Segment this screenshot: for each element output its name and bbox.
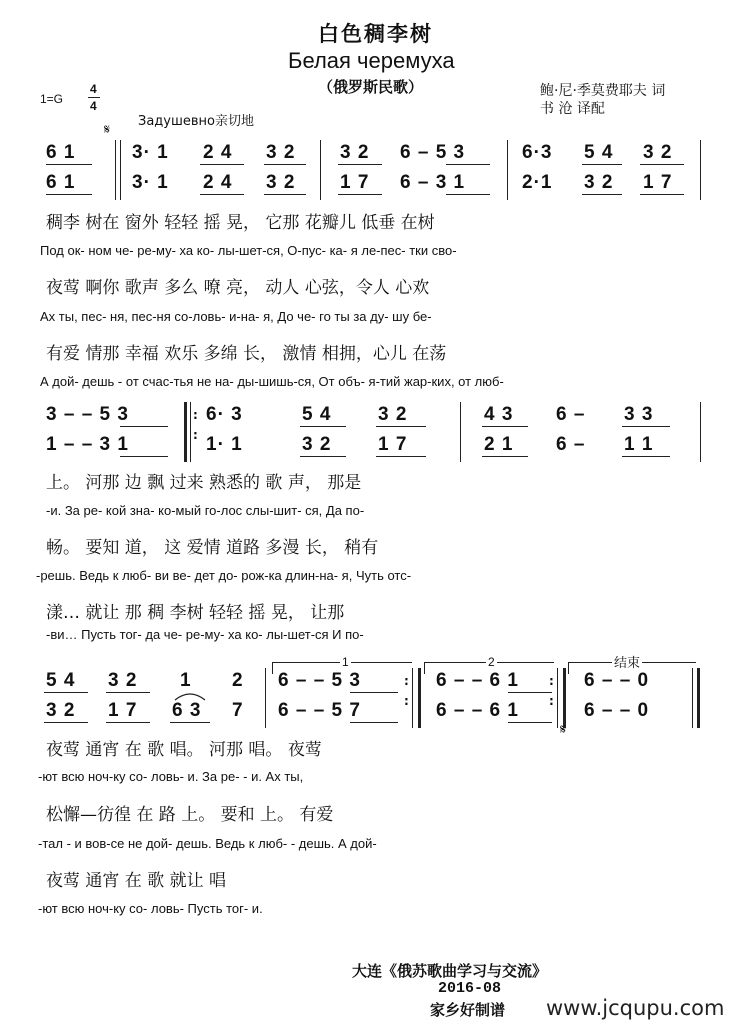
note-group: 1 7 <box>108 700 138 721</box>
note-group: 3 2 <box>584 172 614 193</box>
note-group: 6 – – 5 7 <box>278 700 361 721</box>
time-signature-bottom: 4 <box>90 99 97 113</box>
lyrics-chinese-verse-1: 上。 河那 边 飘 过来 熟悉的 歌 声， 那是 <box>46 473 362 493</box>
lyrics-russian-verse-3: А дой- дешь - от счас-тья не на- ды-шишь-ся, От объ- я-тий жар-ких, от люб- <box>40 374 504 389</box>
subtitle: （俄罗斯民歌） <box>318 78 424 96</box>
footer-date: 2016-08 <box>438 980 502 997</box>
lyrics-chinese-verse-3: 有爱 情那 幸福 欢乐 多绵 长， 激情 相拥，心儿 在荡 <box>46 344 447 364</box>
note-group: 5 4 <box>46 670 76 691</box>
note-group: 1 7 <box>340 172 370 193</box>
ending-label: 结束 <box>612 652 642 671</box>
note-group: 1 <box>180 670 192 691</box>
lyrics-chinese-verse-1: 夜莺 通宵 在 歌 唱。 河那 唱。 夜莺 <box>46 740 322 760</box>
note-group: 6·3 <box>522 142 553 163</box>
note-group: 3 2 <box>340 142 370 163</box>
note-group: 6 – – 6 1 <box>436 700 519 721</box>
note-group: 6 – – 6 1 <box>436 670 519 691</box>
key-signature: 1=G <box>40 92 64 106</box>
note-group: 2 4 <box>203 142 233 163</box>
note-group: 3 3 <box>624 404 654 425</box>
note-group: 2·1 <box>522 172 553 193</box>
repeat-dots-icon: : : <box>549 674 554 708</box>
volta-2-label: 2 <box>488 655 495 669</box>
lyrics-chinese-verse-3: 漾… 就让 那 稠 李树 轻轻 摇 晃， 让那 <box>46 603 345 623</box>
credit-lyricist: 鲍·尼·季莫费耶夫 词 <box>540 83 666 99</box>
note-group: 5 4 <box>584 142 614 163</box>
note-group: 6 – <box>556 404 586 425</box>
lyrics-russian-verse-1: Под ок- ном че- ре-му- ха ко- лы-шет-ся, О-пус- ка- я ле-пес- тки сво- <box>40 243 457 258</box>
lyrics-russian-verse-2: Ах ты, пес- ня, пес-ня со-ловь- и-на- я, До че- го ты за ду- шу бе- <box>40 309 432 324</box>
note-group: 6 – – 0 <box>584 700 650 721</box>
lyrics-russian-verse-2: -тал - и вов-се не дой- дешь. Ведь к люб- - дешь. А дой- <box>38 836 377 851</box>
note-group: 1 7 <box>643 172 673 193</box>
tempo-marking: Задушевно亲切地 <box>138 114 254 129</box>
lyrics-chinese-verse-2: 松懈—彷徨 在 路 上。 要和 上。 有爱 <box>46 805 334 825</box>
note-group: 6 – – 5 3 <box>278 670 361 691</box>
note-group: 6· 3 <box>206 404 243 425</box>
note-group: 3 2 <box>108 670 138 691</box>
note-group: 7 <box>232 700 244 721</box>
footer-author: 家乡好制谱 <box>430 1001 506 1019</box>
title-chinese: 白色稠李树 <box>318 21 433 46</box>
lyrics-russian-verse-1: -и. За ре- кой зна- ко-мый го-лос слы-шит- ся, Да по- <box>46 503 365 518</box>
note-group: 3 2 <box>302 434 332 455</box>
lyrics-russian-verse-1: -ют всю ноч-ку со- ловь- и. За ре- - и. Ах ты, <box>38 769 304 784</box>
repeat-dots-icon: : : <box>193 408 198 442</box>
note-group: 2 1 <box>484 434 514 455</box>
note-group: 3 2 <box>266 172 296 193</box>
note-group: 2 4 <box>203 172 233 193</box>
note-group: 5 4 <box>302 404 332 425</box>
note-group: 1 7 <box>378 434 408 455</box>
note-group: 6 – – 0 <box>584 670 650 691</box>
segno-icon: 𝄋 <box>560 722 567 738</box>
note-group: 1 – – 3 1 <box>46 434 129 455</box>
note-group: 6 1 <box>46 172 76 193</box>
volta-1-label: 1 <box>342 655 349 669</box>
note-group: 1· 1 <box>206 434 243 455</box>
note-group: 3 2 <box>266 142 296 163</box>
credit-translator: 书 沧 译配 <box>540 101 605 117</box>
lyrics-chinese-verse-3: 夜莺 通宵 在 歌 就让 唱 <box>46 871 227 891</box>
lyrics-chinese-verse-2: 夜莺 啊你 歌声 多么 嘹 亮， 动人 心弦，令人 心欢 <box>46 278 430 298</box>
repeat-dots-icon: : : <box>404 674 409 708</box>
footer-source: 大连《俄苏歌曲学习与交流》 <box>352 962 548 980</box>
slur-icon <box>172 690 208 702</box>
note-group: 6 1 <box>46 142 76 163</box>
lyrics-chinese-verse-1: 稠李 树在 窗外 轻轻 摇 晃， 它那 花瓣儿 低垂 在树 <box>46 213 435 233</box>
note-group: 3· 1 <box>132 172 169 193</box>
time-signature-top: 4 <box>90 82 97 96</box>
lyrics-russian-verse-3: -ют всю ноч-ку со- ловь- Пусть тог- и. <box>38 901 263 916</box>
title-russian: Белая черемуха <box>288 48 455 73</box>
note-group: 1 1 <box>624 434 654 455</box>
website-watermark: www.jcqupu.com <box>546 996 725 1020</box>
note-group: 4 3 <box>484 404 514 425</box>
lyrics-chinese-verse-2: 畅。 要知 道， 这 爱情 道路 多漫 长， 稍有 <box>46 538 379 558</box>
note-group: 3· 1 <box>132 142 169 163</box>
note-group: 3 2 <box>46 700 76 721</box>
note-group: 6 – 3 1 <box>400 172 466 193</box>
lyrics-russian-verse-3: -ви… Пусть тог- да че- ре-му- ха ко- лы-шет-ся И по- <box>46 627 364 642</box>
note-group: 6 3 <box>172 700 202 721</box>
note-group: 3 2 <box>378 404 408 425</box>
segno-icon: 𝄋 <box>104 122 111 138</box>
note-group: 6 – <box>556 434 586 455</box>
note-group: 6 – 5 3 <box>400 142 466 163</box>
note-group: 3 – – 5 3 <box>46 404 129 425</box>
note-group: 3 2 <box>643 142 673 163</box>
note-group: 2 <box>232 670 244 691</box>
lyrics-russian-verse-2: -решь. Ведь к люб- ви ве- дет до- рож-ка длин-на- я, Чуть отс- <box>36 568 412 583</box>
